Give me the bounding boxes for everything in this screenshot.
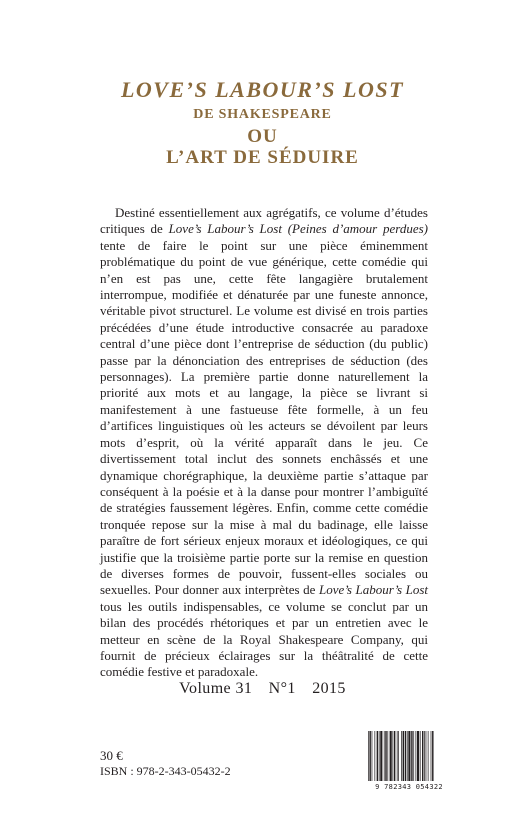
issue-info (0, 680, 525, 698)
barcode-number: 9 782343 054322 (375, 783, 443, 791)
blurb-italic-title: Love’s Labour’s Lost (Peines d’amour perdues) (168, 221, 428, 237)
blurb-text: tente de faire le point sur une pièce éminemment problématique du point de vue générique, cette comédie qui n’en est pas une, cette fête langagière brutalement interrompue, modifiée et dénaturée par une funeste annonce, véritable pivot structurel. Le volume est divisé en trois parties précédées d’une étude introductive consacrée au paradoxe central d’une pièce dont l’entreprise de séduction (du public) passe par la dénonciation des entreprises de séduction (des personnages). La première partie donne naturellement la priorité aux mots et au langage, la pièce se livrant si manifestement à une fastueuse fête formelle, à un feu d’artifices linguistiques où les acteurs se dévoilent par leurs mots d’esprit, où la vérité apparaît dans le jeu. Ce divertissement total inclut des sonnets enchâssés et une dynamique chorégraphique, la deuxième partie s’attaque par conséquent à la poésie et à la danse pour montrer l’ambiguïté de stratégies faussement légères. Enfin, comme cette comédie tronquée repose sur la mise à mal du badinage, elle laisse paraître de fort sérieux enjeux moraux et idéologiques, ce qui justifie que la troisième partie porte sur la remise en question de diverses formes de pouvoir, fussent-elles sociales ou sexuelles. Pour donner aux interprètes de (100, 237, 428, 598)
blurb-italic-title: Love’s Labour’s Lost (318, 582, 428, 598)
title-author-line: DE SHAKESPEARE (193, 107, 332, 122)
isbn: ISBN : 978-2-343-05432-2 (100, 764, 231, 778)
barcode-icon (366, 731, 452, 785)
blurb-text: Destiné essentiellement aux agrégatifs, ce volume d’études critiques de (100, 205, 428, 237)
volume-number: Volume 31 (179, 680, 253, 697)
issue-year: 2015 (312, 680, 346, 697)
back-cover-blurb (100, 205, 428, 681)
blurb-paragraph (100, 205, 428, 681)
book-title: LOVE’S LABOUR’S LOST (120, 77, 405, 102)
book-subtitle: L’ART DE SÉDUIRE (166, 147, 359, 168)
issue-number: N°1 (268, 680, 296, 697)
blurb-text: tous les outils indispensables, ce volume se conclut par un bilan des procédés rhétoriques et par un entretien avec le metteur en scène de la Royal Shakespeare Company, qui fournit de précieux éclairages sur la théâtralité de cette comédie festive et paradoxale. (100, 598, 428, 680)
title-conjunction: OU (247, 126, 278, 147)
price: 30 € (100, 748, 123, 763)
